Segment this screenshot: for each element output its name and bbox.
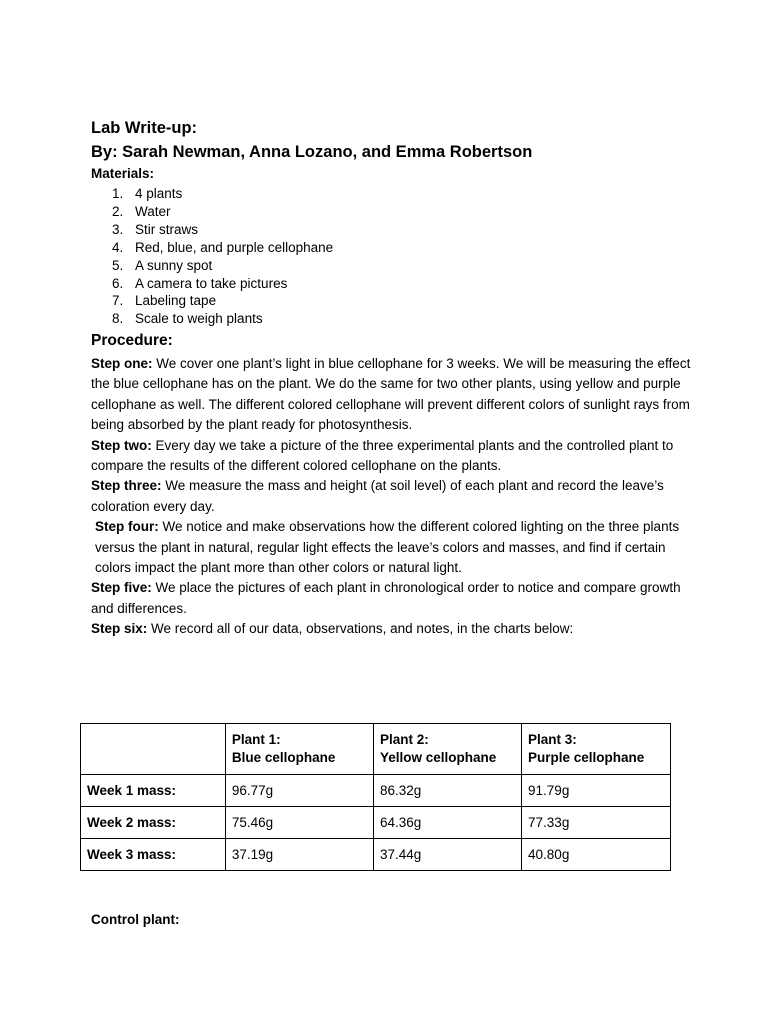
- procedure-step: [91, 354, 691, 436]
- control-plant-heading: Control plant:: [91, 912, 180, 927]
- materials-item-text: A camera to take pictures: [135, 275, 288, 291]
- table-header-cell: [373, 724, 521, 775]
- step-text: We place the pictures of each plant in chronological order to notice and compare growth and differences.: [91, 580, 681, 616]
- table-cell: 75.46g: [225, 807, 373, 839]
- table-cell: 86.32g: [373, 775, 521, 807]
- materials-item: [91, 310, 333, 328]
- step-label: Step six:: [91, 621, 148, 637]
- materials-item-text: 4 plants: [135, 186, 183, 201]
- materials-item: [91, 292, 333, 310]
- table-row: [81, 807, 671, 839]
- procedure-steps: [91, 354, 691, 640]
- step-label: Step four:: [95, 519, 159, 535]
- step-text: We notice and make observations how the different colored lighting on the three plants versus the plant in natural, regular light effects the leave’s colors and masses, and find if certain colors impact the plant more than other colors or natural light.: [95, 519, 680, 576]
- procedure-step: [91, 476, 691, 517]
- table-corner-cell: [81, 724, 226, 775]
- table-cell: 77.33g: [522, 807, 671, 839]
- procedure-step: [91, 578, 691, 619]
- list-number: 3.: [112, 221, 124, 237]
- materials-heading: Materials:: [91, 166, 155, 181]
- materials-item-text: Water: [135, 203, 171, 219]
- step-label: Step five:: [91, 580, 152, 596]
- table-cell: 37.19g: [225, 839, 373, 871]
- table-cell: 96.77g: [225, 775, 373, 807]
- list-number: 6.: [112, 275, 124, 291]
- plant-treatment: Blue cellophane: [231, 750, 336, 765]
- list-number: 7.: [112, 293, 124, 309]
- materials-item: [91, 185, 333, 203]
- plant-name: Plant 3:: [528, 732, 577, 747]
- row-label: Week 2 mass:: [81, 807, 226, 839]
- procedure-step: [91, 517, 691, 578]
- plant-name: Plant 1:: [231, 732, 281, 747]
- step-text: We measure the mass and height (at soil level) of each plant and record the leave’s coloration every day.: [91, 478, 664, 514]
- table-cell: 91.79g: [522, 775, 671, 807]
- table-cell: 64.36g: [373, 807, 521, 839]
- procedure-heading: Procedure:: [91, 332, 173, 349]
- plant-treatment: Purple cellophane: [528, 750, 645, 765]
- table-row: [81, 775, 671, 807]
- materials-item: [91, 221, 333, 239]
- row-label: Week 1 mass:: [81, 775, 226, 807]
- list-number: 4.: [112, 239, 124, 255]
- procedure-step: [91, 436, 691, 477]
- materials-item-text: Stir straws: [135, 221, 199, 237]
- procedure-step: [91, 619, 691, 639]
- step-text: We record all of our data, observations, and notes, in the charts below:: [147, 621, 574, 637]
- list-number: 2.: [112, 203, 124, 219]
- plant-mass-table: [80, 723, 671, 871]
- materials-item: [91, 203, 333, 221]
- list-number: 5.: [112, 257, 124, 273]
- table-header-cell: [225, 724, 373, 775]
- table-header-cell: [522, 724, 671, 775]
- table-row: [81, 839, 671, 871]
- row-label: Week 3 mass:: [81, 839, 226, 871]
- step-label: Step three:: [91, 478, 162, 494]
- step-label: Step one:: [91, 356, 153, 371]
- list-number: 8.: [112, 311, 124, 327]
- plant-treatment: Yellow cellophane: [379, 750, 497, 765]
- step-label: Step two:: [91, 437, 152, 453]
- materials-item: [91, 257, 333, 275]
- materials-item-text: Red, blue, and purple cellophane: [135, 239, 334, 255]
- materials-item-text: A sunny spot: [135, 257, 213, 273]
- step-text: Every day we take a picture of the three experimental plants and the controlled plant to compare the results of the different colored cellophane on the plants.: [91, 437, 674, 474]
- table-cell: 37.44g: [373, 839, 521, 871]
- materials-item-text: Scale to weigh plants: [135, 311, 263, 327]
- step-text: We cover one plant’s light in blue cellophane for 3 weeks. We will be measuring the effect the blue cellophane has on the plant. We do the same for two other plants, using yellow and purple cellophane as well. The different colored cellophane will prevent different colors of sunlight rays from being absorbed by the plant ready for photosynthesis.: [91, 356, 691, 433]
- materials-item-text: Labeling tape: [135, 293, 217, 309]
- materials-item: [91, 239, 333, 257]
- table-cell: 40.80g: [522, 839, 671, 871]
- list-number: 1.: [112, 186, 124, 201]
- plant-name: Plant 2:: [379, 732, 429, 747]
- authors-line: By: Sarah Newman, Anna Lozano, and Emma Robertson: [91, 143, 533, 161]
- materials-list: [91, 185, 333, 328]
- table-header-row: [81, 724, 671, 775]
- document-title: Lab Write-up:: [91, 119, 198, 137]
- materials-item: [91, 275, 333, 293]
